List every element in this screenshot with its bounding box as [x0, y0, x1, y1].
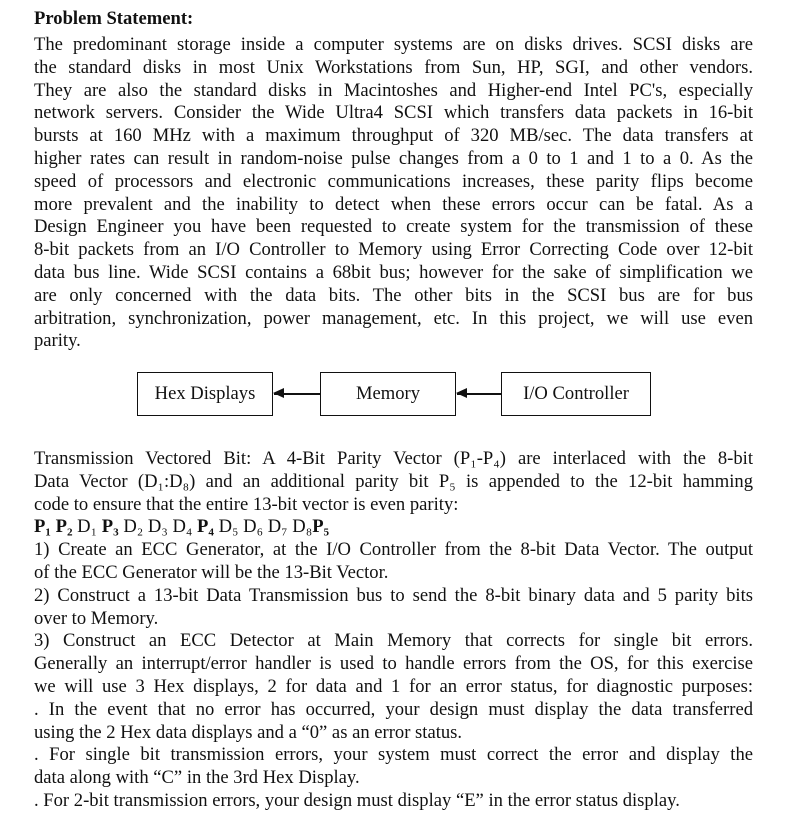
task-line: of the ECC Generator will be the 13-Bit Vector.: [34, 561, 389, 583]
task-line: . For single bit transmission errors, your system must correct the error and display the: [34, 744, 753, 766]
vector-data-token: D₂ D₃ D₄: [123, 516, 198, 538]
vector-data-token: D₁: [77, 516, 102, 538]
task-line: 2) Construct a 13-bit Data Transmission bus to send the 8-bit binary data and 5 parity bits: [34, 584, 753, 606]
task-line: Generally an interrupt/error handler is used to handle errors from the OS, for this exercise: [34, 653, 753, 675]
text-line: data bus line. Wide SCSI contains a 68bit bus; however for the sake of simplification we: [34, 261, 753, 283]
task-line: we will use 3 Hex displays, 2 for data and 1 for an error status, for diagnostic purposes:: [34, 675, 753, 697]
text-line: Design Engineer you have been requested to create system for the transmission of these: [34, 216, 753, 238]
task-line: . In the event that no error has occurred, your design must display the data transferred: [34, 698, 753, 720]
intro-paragraph: [34, 34, 753, 353]
vector-data-token: D₅ D₆ D₇ D₈: [218, 516, 313, 538]
text-line: Transmission Vectored Bit: A 4-Bit Parity Vector (P₁-P₄) are interlaced with the 8-bit: [34, 448, 753, 469]
task-line: using the 2 Hex data displays and a “0” as an error status.: [34, 721, 463, 743]
text-line: speed of processors and electronic communications increases, these parity flips become: [34, 170, 753, 192]
vector-parity-token: P₄: [197, 516, 219, 538]
text-line: bursts at 160 MHz with a maximum throughput of 320 MB/sec. The data transfers at: [34, 125, 753, 147]
task-line: 3) Construct an ECC Detector at Main Memory that corrects for single bit errors.: [34, 630, 753, 652]
text-line: are only concerned with the data bits. The other bits in the SCSI bus are for bus: [34, 284, 753, 306]
text-line: code to ensure that the entire 13-bit vector is even parity:: [34, 493, 459, 515]
text-line: They are also the standard disks in Macintoshes and Higher-end Intel PC's, especially: [34, 79, 753, 101]
text-line: more prevalent and the inability to detect when these errors occur can be fatal. As a: [34, 193, 753, 215]
vector-format: [34, 516, 753, 539]
text-line: Data Vector (D₁:D₈) and an additional parity bit P₅ is appended to the 12-bit hamming: [34, 470, 753, 492]
memory-box: Memory: [320, 372, 456, 416]
arrow-io-to-memory: [457, 393, 501, 395]
text-line: the standard disks in most Unix Workstations from Sun, HP, SGI, and other vendors.: [34, 56, 753, 78]
task-line: over to Memory.: [34, 607, 159, 629]
text-line: parity.: [34, 330, 81, 352]
text-line: The predominant storage inside a computer systems are on disks drives. SCSI disks are: [34, 34, 753, 55]
io-controller-box: I/O Controller: [501, 372, 651, 416]
task-line: . For 2-bit transmission errors, your design must display “E” in the error status display.: [34, 789, 680, 811]
text-line: arbitration, synchronization, power management, etc. In this project, we will use even: [34, 307, 753, 329]
vector-parity-token: P₁ P₂: [34, 516, 78, 538]
vector-parity-token: P₅: [312, 516, 330, 538]
task-line: 1) Create an ECC Generator, at the I/O Controller from the 8-bit Data Vector. The output: [34, 539, 753, 561]
hex-displays-box: Hex Displays: [137, 372, 273, 416]
arrow-memory-to-hex: [274, 393, 320, 395]
text-line: 8-bit packets from an I/O Controller to Memory using Error Correcting Code over 12-bit: [34, 239, 753, 261]
vector-parity-token: P₃: [101, 516, 124, 538]
text-line: higher rates can result in random-noise pulse changes from a 0 to 1 and 1 to a 0. As the: [34, 147, 753, 169]
text-line: network servers. Consider the Wide Ultra4 SCSI which transfers data packets in 16-bit: [34, 102, 753, 124]
problem-statement-heading: Problem Statement:: [34, 8, 194, 29]
task-line: data along with “C” in the 3rd Hex Display.: [34, 767, 360, 789]
details-paragraph: [34, 448, 753, 813]
